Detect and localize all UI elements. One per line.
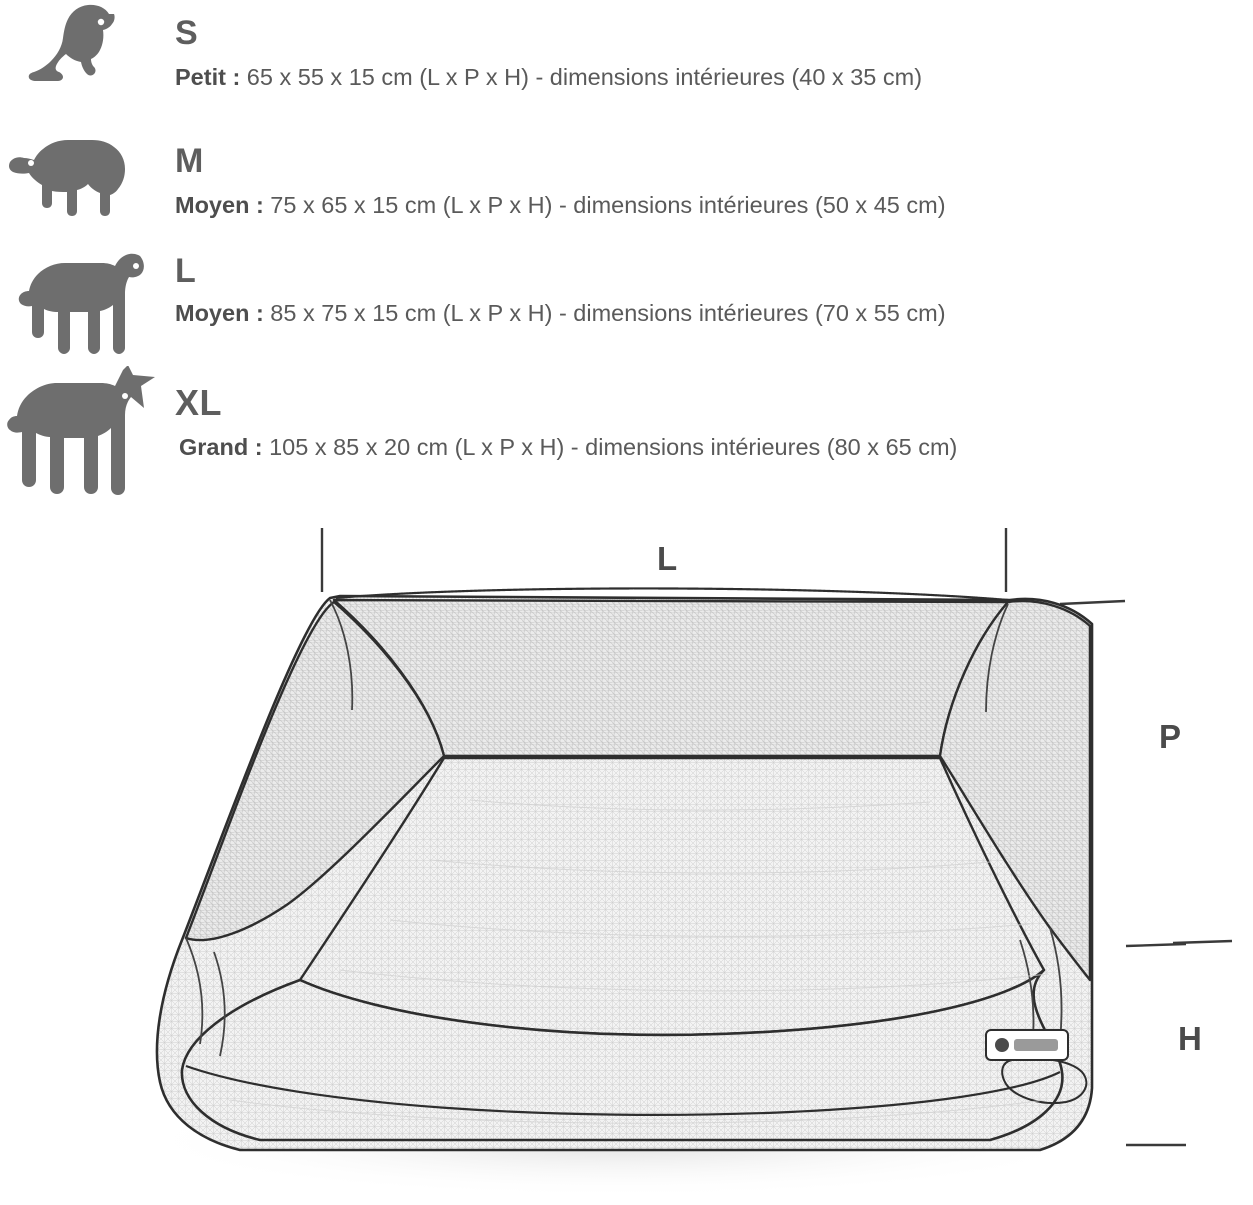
dimension-label-depth: P (1159, 718, 1182, 755)
size-letter-l: L (175, 252, 197, 290)
dog-bed-illustration (0, 500, 1253, 1205)
size-dimensions-xl: 105 x 85 x 20 cm (L x P x H) - dimensions intérieures (80 x 65 cm) (262, 433, 958, 460)
size-name-s: Petit : (175, 63, 241, 90)
brand-label (986, 1030, 1068, 1060)
size-guide-table (0, 0, 1253, 501)
size-letter-s: S (175, 14, 199, 52)
size-dimensions-m: 75 x 65 x 15 cm (L x P x H) - dimensions intérieures (50 x 45 cm) (263, 191, 946, 218)
size-letter-xl: XL (175, 382, 223, 423)
size-row-l (0, 246, 1253, 366)
size-row-m (0, 118, 1253, 246)
size-name-l: Moyen : (175, 299, 264, 326)
size-description-m (175, 190, 1253, 221)
size-description-s (175, 62, 1253, 93)
dimension-label-length: L (657, 540, 678, 577)
size-row-xl (0, 366, 1253, 501)
dog-sitting-small-icon (0, 0, 175, 110)
dog-standing-large-icon (0, 246, 175, 356)
size-letter-m: M (175, 142, 204, 180)
dimension-label-height: H (1178, 1020, 1202, 1057)
size-description-xl (175, 432, 1253, 463)
dog-standing-xlarge-icon (0, 366, 175, 496)
size-row-s (0, 0, 1253, 118)
size-dimensions-l: 85 x 75 x 15 cm (L x P x H) - dimensions intérieures (70 x 55 cm) (263, 299, 946, 326)
size-name-m: Moyen : (175, 191, 264, 218)
size-dimensions-s: 65 x 55 x 15 cm (L x P x H) - dimensions intérieures (40 x 35 cm) (240, 63, 923, 90)
size-description-l (175, 298, 1253, 329)
size-name-xl: Grand : (179, 433, 263, 460)
dog-standing-medium-icon (0, 118, 175, 228)
